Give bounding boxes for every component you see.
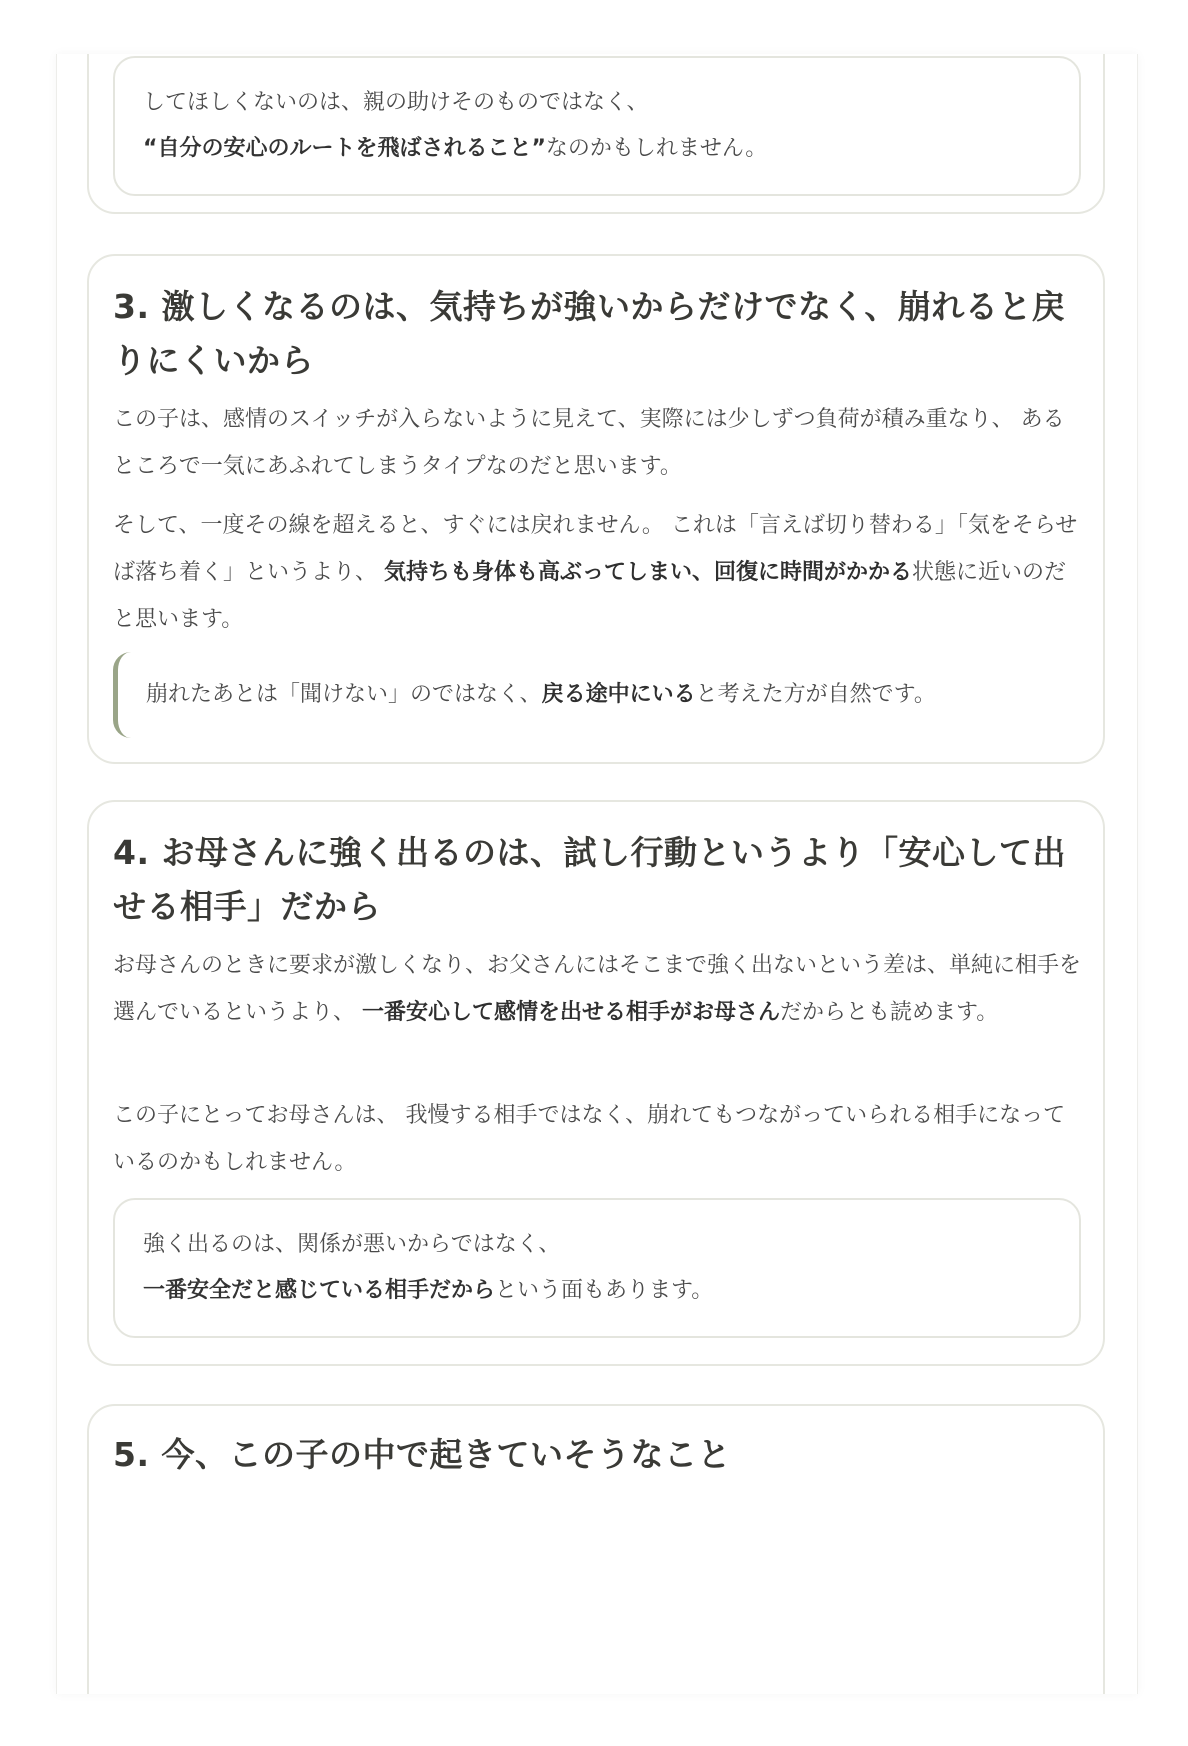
section-card-3 — [87, 254, 1105, 764]
paragraph-emphasis: 一番安心して感情を出せる相手がお母さん — [362, 1000, 781, 1025]
section-heading: 3. 激しくなるのは、気持ちが強いからだけでなく、崩れると戻りにくいから — [113, 287, 1066, 380]
callout-line — [143, 1268, 1051, 1314]
section-heading: 5. 今、この子の中で起きていそうなこと — [113, 1435, 731, 1474]
paragraph — [113, 502, 1083, 643]
paragraph: この子は、感情のスイッチが入らないように見えて、実際には少しずつ負荷が積み重なり、 あるところで一気にあふれてしまうタイプなのだと思います。 — [113, 407, 1065, 479]
callout-line — [143, 126, 1051, 172]
callout-box — [113, 56, 1081, 196]
quote-emphasis: 戻る途中にいる — [541, 682, 696, 707]
paragraph-emphasis: 気持ちも身体も高ぶってしまい、回復に時間がかかる — [384, 560, 913, 585]
paragraph-text: お母さんのときに要求が激しくなり、お父さんにはそこまで強く出ないという差は、単純に相手を選んでいるというより、 — [113, 953, 1082, 1025]
article-page — [56, 54, 1138, 1694]
paragraph: この子にとってお母さんは、 我慢する相手ではなく、崩れてもつながっていられる相手になっているのかもしれません。 — [113, 1103, 1066, 1175]
section-card-5 — [87, 1404, 1105, 1694]
callout-emphasis: “自分の安心のルートを飛ばされること” — [143, 136, 546, 161]
blockquote — [113, 652, 1081, 738]
paragraph-text: そして、一度その線を超えると、すぐには戻れません。 これは「言えば切り替わる」「気をそらせば落ち着く」というより、 — [113, 513, 1078, 585]
callout-line: 強く出るのは、関係が悪いからではなく、 — [143, 1232, 561, 1257]
section-card-2 — [87, 54, 1105, 214]
paragraph-text: だからとも読めます。 — [780, 1000, 999, 1025]
section-heading: 4. お母さんに強く出るのは、試し行動というより「安心して出せる相手」だから — [113, 833, 1066, 926]
callout-text: という面もあります。 — [495, 1278, 714, 1303]
callout-line: してほしくないのは、親の助けそのものではなく、 — [143, 90, 649, 115]
callout-text: なのかもしれません。 — [545, 136, 768, 161]
paragraph-text: 状態に近いのだと思います。 — [113, 560, 1067, 632]
section-card-4 — [87, 800, 1105, 1366]
callout-box — [113, 1198, 1081, 1338]
paragraph — [113, 942, 1083, 1036]
callout-emphasis: 一番安全だと感じている相手だから — [143, 1278, 496, 1303]
quote-text: 崩れたあとは「聞けない」のではなく、 — [146, 682, 542, 707]
quote-text: と考えた方が自然です。 — [695, 682, 936, 707]
